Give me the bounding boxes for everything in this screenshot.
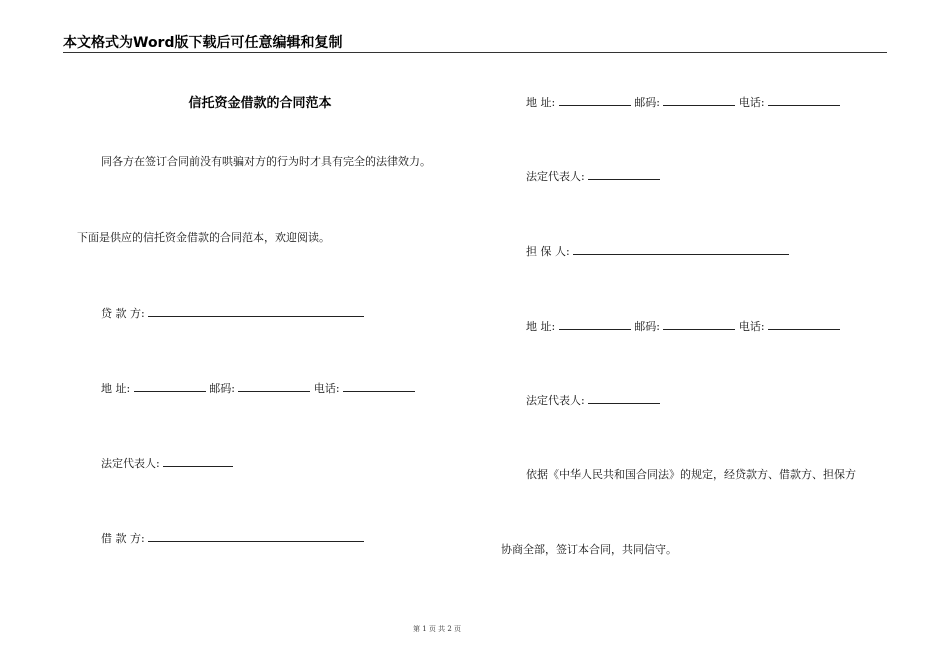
address-label: 地 址:: [526, 320, 556, 333]
borrower-blank[interactable]: [148, 530, 364, 542]
postcode-blank[interactable]: [663, 318, 735, 330]
phone-blank[interactable]: [343, 380, 415, 392]
legal-rep-blank[interactable]: [588, 168, 660, 180]
phone-blank[interactable]: [768, 318, 840, 330]
legal-rep-blank[interactable]: [588, 392, 660, 404]
postcode-label: 邮码:: [634, 320, 660, 333]
page-indicator: 第 1 页 共 2 页: [412, 625, 462, 633]
address-blank[interactable]: [559, 318, 631, 330]
borrower-row: [101, 530, 364, 546]
phone-label: 电话:: [738, 96, 765, 109]
postcode-blank[interactable]: [238, 380, 310, 392]
guarantor-row: [526, 243, 789, 259]
borrower-address-row: [526, 94, 840, 110]
guarantor-blank[interactable]: [573, 243, 789, 255]
basis-paragraph-line-1: 依据《中华人民共和国合同法》的规定，经贷款方、借款方、担保方: [526, 468, 856, 481]
guarantor-address-row: [526, 318, 840, 334]
legal-rep-label: 法定代表人:: [526, 394, 585, 407]
lender-address-row: [101, 380, 415, 396]
address-blank[interactable]: [134, 380, 206, 392]
lender-row: [101, 305, 364, 321]
header-divider: [63, 52, 887, 53]
borrower-legal-rep-row: [526, 168, 660, 184]
phone-blank[interactable]: [768, 94, 840, 106]
lender-label: 贷 款 方:: [101, 307, 145, 320]
intro-paragraph-1: 同各方在签订合同前没有哄骗对方的行为时才具有完全的法律效力。: [101, 155, 431, 168]
phone-label: 电话:: [313, 382, 340, 395]
intro-paragraph-2: 下面是供应的信托资金借款的合同范本，欢迎阅读。: [77, 231, 330, 244]
legal-rep-blank[interactable]: [163, 455, 233, 467]
guarantor-label: 担 保 人:: [526, 245, 570, 258]
borrower-label: 借 款 方:: [101, 532, 145, 545]
address-label: 地 址:: [101, 382, 131, 395]
address-blank[interactable]: [559, 94, 631, 106]
postcode-blank[interactable]: [663, 94, 735, 106]
phone-label: 电话:: [738, 320, 765, 333]
lender-blank[interactable]: [148, 305, 364, 317]
basis-paragraph-line-2: 协商全部，签订本合同，共同信守。: [501, 543, 677, 556]
legal-rep-label: 法定代表人:: [526, 170, 585, 183]
guarantor-legal-rep-row: [526, 392, 660, 408]
legal-rep-label: 法定代表人:: [101, 457, 160, 470]
address-label: 地 址:: [526, 96, 556, 109]
postcode-label: 邮码:: [209, 382, 235, 395]
document-title: 信托资金借款的合同范本: [188, 96, 332, 111]
download-banner: 本文格式为Word版下载后可任意编辑和复制: [63, 35, 343, 51]
postcode-label: 邮码:: [634, 96, 660, 109]
lender-legal-rep-row: [101, 455, 233, 471]
